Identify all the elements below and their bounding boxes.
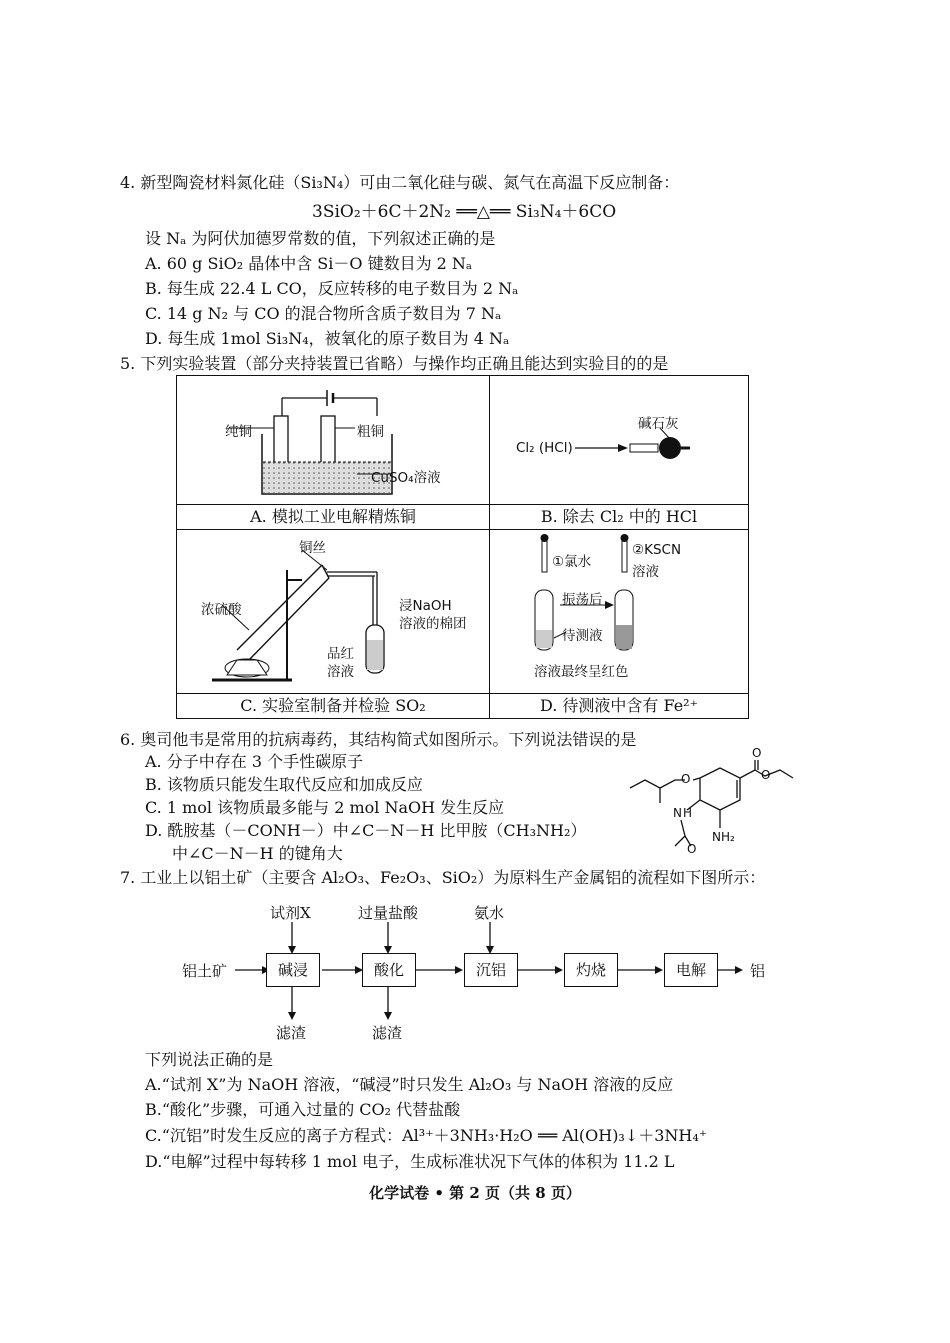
q5-apparatus-grid xyxy=(176,375,749,719)
q5-caption-b: B. 除去 Cl₂ 中的 HCl xyxy=(490,504,748,529)
q4-option-a: A. 60 g SiO₂ 晶体中含 Si－O 键数目为 2 Nₐ xyxy=(145,254,473,273)
q5-cell-d xyxy=(490,530,749,719)
label-crude-copper: 粗铜 xyxy=(357,424,384,440)
flow-step-precipitate: 沉铝 xyxy=(464,953,518,987)
atom-amide-h: H xyxy=(683,806,693,820)
q7-stem: 7. 工业上以铝土矿（主要含 Al₂O₃、Fe₂O₃、SiO₂）为原料生产金属铝的流程如下图所示： xyxy=(120,868,766,887)
q4-prompt: 设 Nₐ 为阿伏加德罗常数的值，下列叙述正确的是 xyxy=(145,229,496,248)
q6-option-c: C. 1 mol 该物质最多能与 2 mol NaOH 发生反应 xyxy=(145,798,505,817)
q6-option-a: A. 分子中存在 3 个手性碳原子 xyxy=(145,752,364,771)
label-pure-copper: 纯铜 xyxy=(225,424,252,440)
label-kscn-solution: 溶液 xyxy=(632,564,659,580)
label-cuso4-solution: CuSO₄溶液 xyxy=(371,470,441,486)
flow-input-reagent-x: 试剂X xyxy=(270,904,311,922)
q5-caption-d: D. 待测液中含有 Fe²⁺ xyxy=(490,693,748,718)
q4-option-c: C. 14 g N₂ 与 CO 的混合物所含质子数目为 7 Nₐ xyxy=(145,304,502,323)
q5-stem: 5. 下列实验装置（部分夹持装置已省略）与操作均正确且能达到实验目的的是 xyxy=(120,354,669,373)
atom-amide-n: N xyxy=(673,806,682,820)
flow-step-calcine: 灼烧 xyxy=(564,953,618,987)
label-kscn: ②KSCN xyxy=(632,542,682,558)
q6-stem: 6. 奥司他韦是常用的抗病毒药，其结构简式如图所示。下列说法错误的是 xyxy=(120,730,637,749)
flow-step-alkali-leach: 碱浸 xyxy=(266,953,320,987)
electrolysis-diagram xyxy=(177,376,489,504)
q4-option-b: B. 每生成 22.4 L CO，反应转移的电子数目为 2 Nₐ xyxy=(145,279,519,298)
oseltamivir-structure xyxy=(615,746,795,858)
q5-cell-b xyxy=(490,376,749,530)
label-copper-wire: 铜丝 xyxy=(299,540,326,556)
q5-cell-a xyxy=(177,376,490,530)
label-test-solution: 待测液 xyxy=(562,628,603,644)
flow-end: 铝 xyxy=(750,962,766,980)
label-after-shaking: 振荡后 xyxy=(562,592,603,608)
flow-output-residue-2: 滤渣 xyxy=(372,1024,403,1042)
label-magenta-solution: 溶液 xyxy=(327,664,354,680)
flow-step-acidify: 酸化 xyxy=(362,953,416,987)
q7-option-d: D.“电解”过程中每转移 1 mol 电子，生成标准状况下气体的体积为 11.2 L xyxy=(145,1152,675,1171)
q7-option-b: B.“酸化”步骤，可通入过量的 CO₂ 代替盐酸 xyxy=(145,1100,461,1119)
q4-stem: 4. 新型陶瓷材料氮化硅（Si₃N₄）可由二氧化硅与碳、氮气在高温下反应制备： xyxy=(120,173,680,192)
q7-prompt: 下列说法正确的是 xyxy=(145,1050,274,1069)
atom-ether-o: O xyxy=(681,772,691,786)
q5-caption-c: C. 实验室制备并检验 SO₂ xyxy=(177,693,489,718)
label-chlorine-water: ①氯水 xyxy=(552,554,592,570)
q5-cell-c xyxy=(177,530,490,719)
label-conc-sulfuric: 浓硫酸 xyxy=(201,602,242,618)
flow-input-ammonia: 氨水 xyxy=(474,904,505,922)
q7-option-c: C.“沉铝”时发生反应的离子方程式：Al³⁺＋3NH₃·H₂O ══ Al(OH)₃↓＋3NH₄⁺ xyxy=(145,1126,708,1145)
flow-start: 铝土矿 xyxy=(182,962,228,980)
label-cl2-hcl: Cl₂ (HCl) xyxy=(516,440,573,456)
label-naoh-soaked: 浸NaOH xyxy=(399,598,452,614)
q6-option-d-cont: 中∠C－N－H 的键角大 xyxy=(172,844,343,863)
q6-option-d: D. 酰胺基（－CONH－）中∠C－N－H 比甲胺（CH₃NH₂） xyxy=(145,821,587,840)
q4-option-d: D. 每生成 1mol Si₃N₄，被氧化的原子数目为 4 Nₐ xyxy=(145,329,510,348)
atom-ester-o: O xyxy=(761,768,771,782)
label-cotton-ball: 溶液的棉团 xyxy=(399,616,467,632)
flow-step-electrolysis: 电解 xyxy=(664,953,718,987)
q7-flowchart xyxy=(180,900,780,1050)
flow-input-hcl: 过量盐酸 xyxy=(358,904,419,922)
atom-carbonyl-o: O xyxy=(752,746,762,760)
atom-amide-o: O xyxy=(687,842,697,856)
q7-option-a: A.“试剂 X”为 NaOH 溶液，“碱浸”时只发生 Al₂O₃ 与 NaOH 溶液的反应 xyxy=(145,1075,674,1094)
label-final-red: 溶液最终呈红色 xyxy=(534,664,629,680)
page-footer: 化学试卷 • 第 2 页（共 8 页） xyxy=(369,1184,581,1202)
atom-nh2: NH₂ xyxy=(712,830,735,844)
flow-output-residue-1: 滤渣 xyxy=(276,1024,307,1042)
q5-caption-a: A. 模拟工业电解精炼铜 xyxy=(177,504,489,529)
label-magenta: 品红 xyxy=(327,646,354,662)
q6-option-b: B. 该物质只能发生取代反应和加成反应 xyxy=(145,775,423,794)
q4-equation: 3SiO₂＋6C＋2N₂ ══△══ Si₃N₄＋6CO xyxy=(312,202,617,222)
label-soda-lime: 碱石灰 xyxy=(638,416,679,432)
